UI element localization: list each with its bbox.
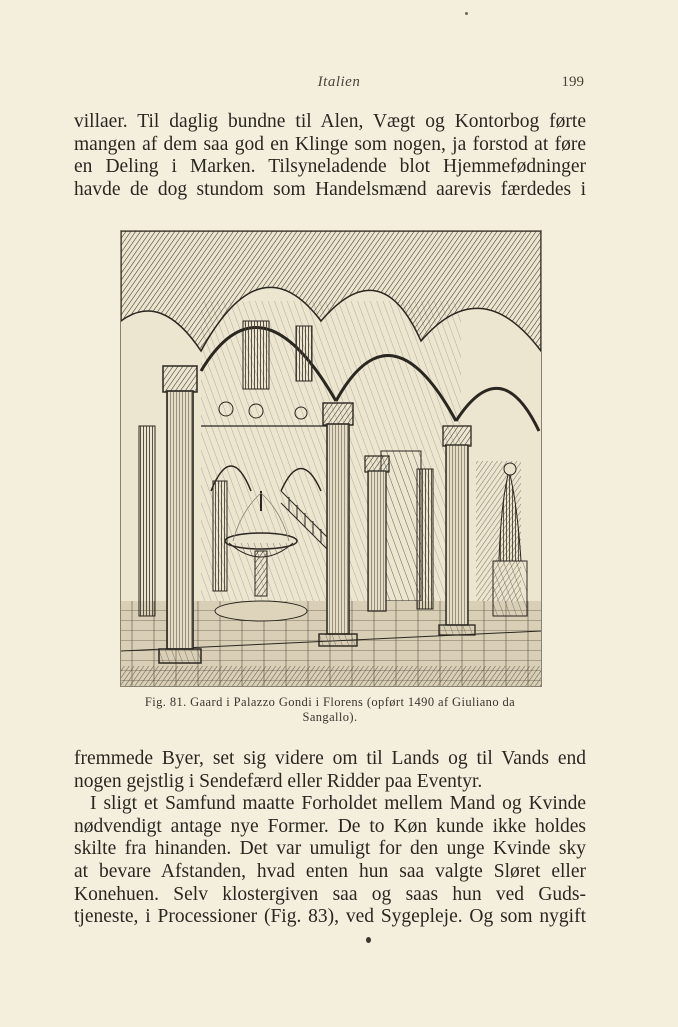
- text-line: at bevare Afstanden, hvad enten hun saa valgte Sløret eller: [74, 860, 586, 882]
- page-number: 199: [561, 74, 584, 90]
- text-line: fremmede Byer, set sig videre om til Lands og til Vands end: [74, 748, 586, 769]
- courtyard-engraving: [121, 231, 541, 686]
- text-line: nogen gejstlig i Sendefærd eller Ridder paa Eventyr.: [74, 770, 483, 792]
- ink-speck: [465, 12, 468, 15]
- text-line: skilte fra hinanden. Det var umuligt for den unge Kvinde sky: [74, 838, 586, 860]
- text-line: havde de dog stundom som Handelsmænd aarevis færdedes i: [74, 178, 586, 200]
- text-line: en Deling i Marken. Tilsyneladende blot Hjemmefødninger: [74, 156, 586, 178]
- text-line: Konehuen. Selv klostergiven saa og saas hun ved Guds-: [74, 883, 586, 905]
- text-line: villaer. Til daglig bundne til Alen, Vægt og Kontorbog førte: [74, 111, 586, 132]
- figure-illustration: [120, 230, 542, 687]
- paragraph-2: [74, 748, 586, 929]
- text-line: I sligt et Samfund maatte Forholdet mellem Mand og Kvinde: [90, 793, 586, 815]
- caption-line: Sangallo).: [302, 710, 358, 724]
- text-line: nødvendigt antage nye Former. De to Køn kunde ikke holdes: [74, 815, 586, 837]
- caption-line: Fig. 81. Gaard i Palazzo Gondi i Florens (opført 1490 af Giuliano da: [144, 695, 516, 709]
- ink-speck: [366, 937, 371, 943]
- figure-caption: [110, 695, 550, 725]
- text-line: tjeneste, i Processioner (Fig. 83), ved Sygepleje. Og som nygift: [74, 906, 586, 928]
- paragraph-1: [74, 111, 586, 201]
- running-title: Italien: [317, 74, 361, 90]
- text-line: mangen af dem saa god en Klinge som nogen, ja forstod at føre: [74, 133, 586, 155]
